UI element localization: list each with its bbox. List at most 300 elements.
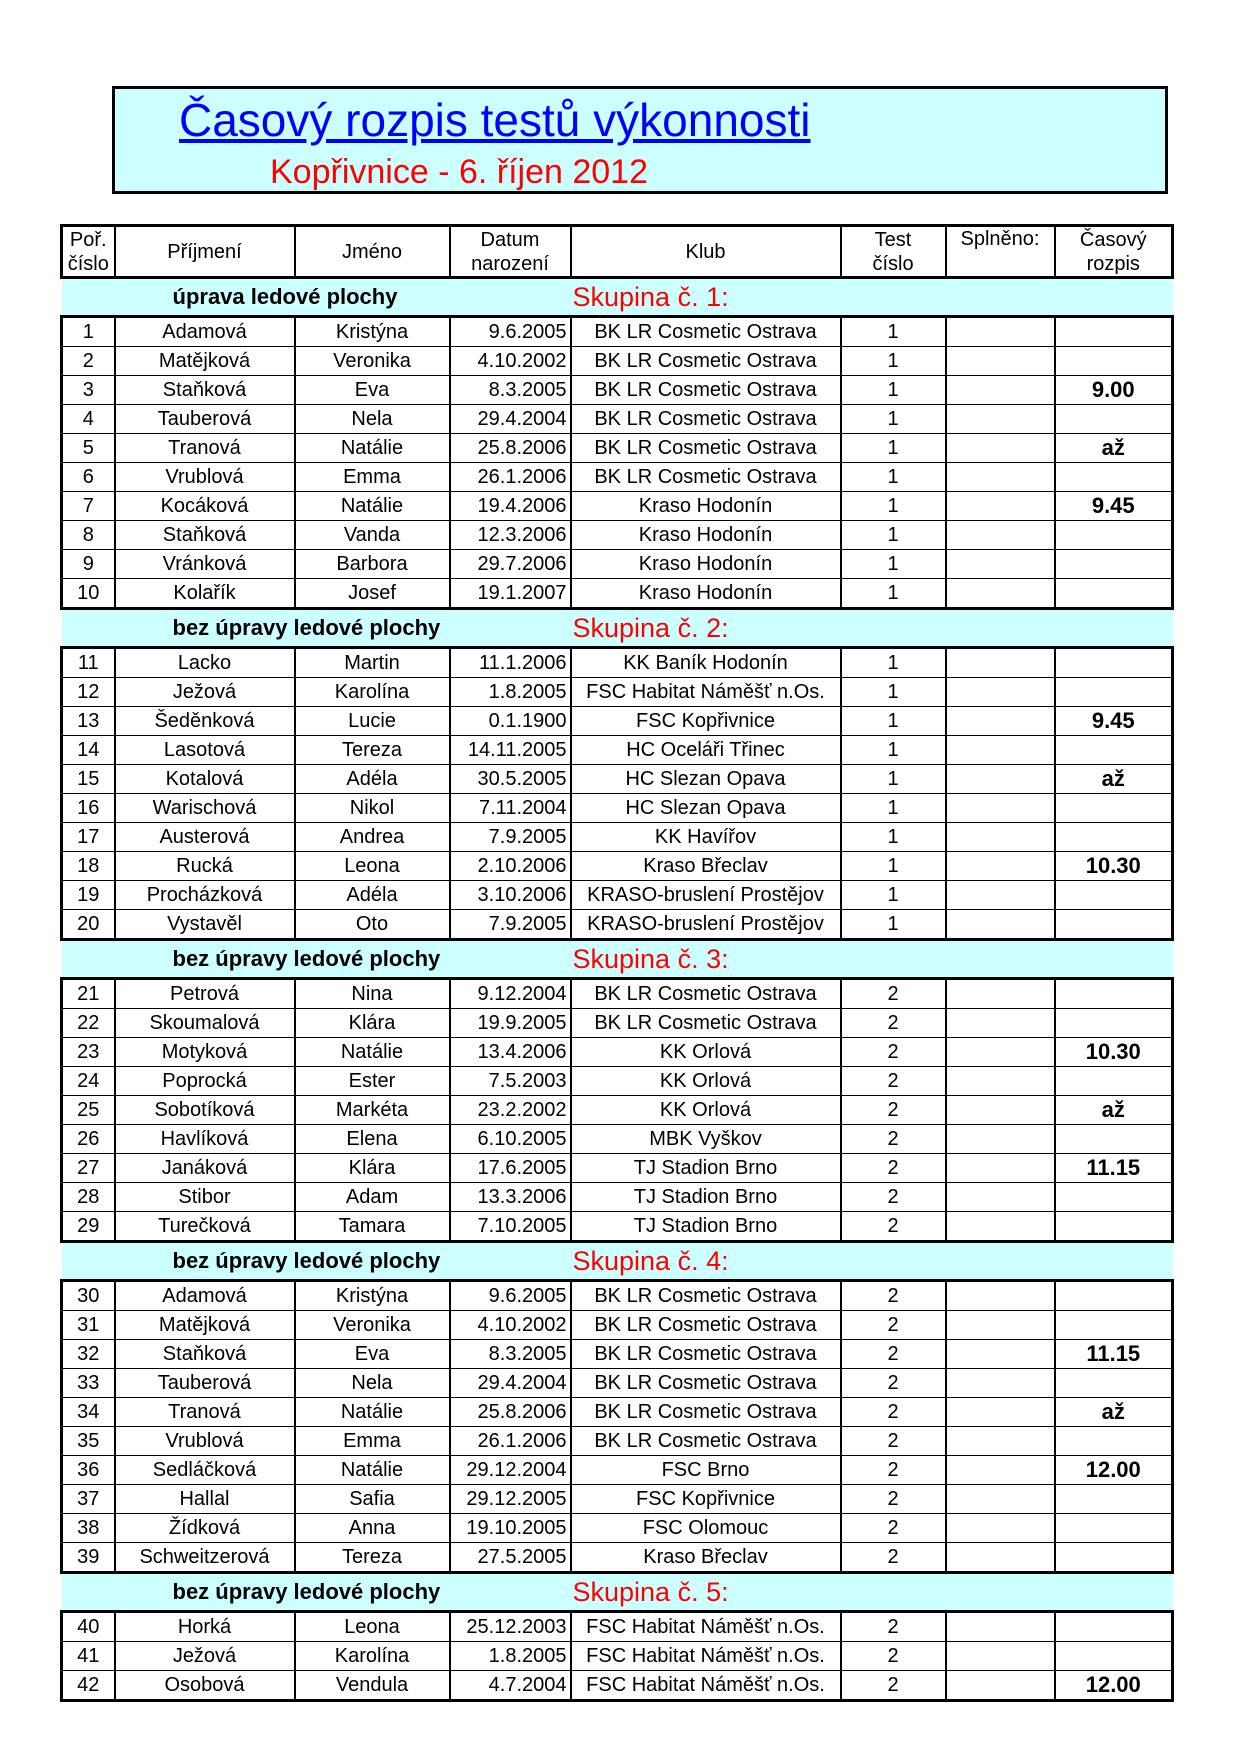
row-passed (946, 707, 1055, 736)
group-header (62, 1573, 1173, 1612)
row-surname: Janáková (115, 1154, 295, 1183)
row-schedule (1055, 579, 1173, 609)
row-schedule: 11.15 (1055, 1340, 1173, 1369)
row-surname: Vrublová (115, 1427, 295, 1456)
row-surname: Kotalová (115, 765, 295, 794)
row-passed (946, 765, 1055, 794)
row-test: 1 (841, 648, 946, 678)
table-row (62, 979, 1173, 1009)
row-firstname: Safia (295, 1485, 450, 1514)
row-order: 21 (62, 979, 115, 1009)
row-birthdate: 29.4.2004 (450, 1369, 571, 1398)
row-order: 3 (62, 376, 115, 405)
row-order: 32 (62, 1340, 115, 1369)
row-test: 1 (841, 579, 946, 609)
row-passed (946, 347, 1055, 376)
table-row (62, 1671, 1173, 1701)
table-row (62, 492, 1173, 521)
row-test: 1 (841, 736, 946, 765)
row-passed (946, 1281, 1055, 1311)
row-passed (946, 1369, 1055, 1398)
table-row (62, 317, 1173, 347)
col-header-order: Poř. číslo (62, 226, 115, 278)
row-club: FSC Habitat Náměšť n.Os. (571, 1671, 841, 1701)
row-passed (946, 550, 1055, 579)
row-test: 2 (841, 1671, 946, 1701)
row-surname: Staňková (115, 1340, 295, 1369)
row-firstname: Tereza (295, 736, 450, 765)
group-name: Skupina č. 1: (571, 278, 1173, 317)
group-header (62, 1242, 1173, 1281)
row-schedule: 9.45 (1055, 492, 1173, 521)
table-row (62, 765, 1173, 794)
row-club: FSC Habitat Náměšť n.Os. (571, 1642, 841, 1671)
row-surname: Matějková (115, 347, 295, 376)
row-birthdate: 9.6.2005 (450, 317, 571, 347)
row-birthdate: 23.2.2002 (450, 1096, 571, 1125)
row-passed (946, 492, 1055, 521)
row-test: 1 (841, 881, 946, 910)
row-passed (946, 521, 1055, 550)
table-row (62, 823, 1173, 852)
row-passed (946, 1038, 1055, 1067)
row-firstname: Vanda (295, 521, 450, 550)
row-firstname: Natálie (295, 1456, 450, 1485)
row-test: 2 (841, 1281, 946, 1311)
row-schedule (1055, 1311, 1173, 1340)
row-club: KRASO-bruslení Prostějov (571, 881, 841, 910)
row-order: 37 (62, 1485, 115, 1514)
row-order: 39 (62, 1543, 115, 1573)
table-row (62, 707, 1173, 736)
row-passed (946, 434, 1055, 463)
row-schedule: 10.30 (1055, 852, 1173, 881)
table-row (62, 1642, 1173, 1671)
row-passed (946, 823, 1055, 852)
row-surname: Skoumalová (115, 1009, 295, 1038)
row-test: 1 (841, 492, 946, 521)
row-firstname: Adéla (295, 765, 450, 794)
row-club: FSC Kopřivnice (571, 707, 841, 736)
row-passed (946, 1671, 1055, 1701)
row-surname: Horká (115, 1612, 295, 1642)
row-firstname: Nela (295, 405, 450, 434)
col-header-surname: Příjmení (115, 226, 295, 278)
row-schedule (1055, 1485, 1173, 1514)
row-club: Kraso Hodonín (571, 521, 841, 550)
row-passed (946, 1125, 1055, 1154)
group-spacer (62, 609, 115, 648)
row-birthdate: 4.10.2002 (450, 347, 571, 376)
row-test: 1 (841, 794, 946, 823)
row-schedule (1055, 1369, 1173, 1398)
row-order: 18 (62, 852, 115, 881)
row-firstname: Leona (295, 852, 450, 881)
row-order: 30 (62, 1281, 115, 1311)
table-row (62, 648, 1173, 678)
row-passed (946, 1096, 1055, 1125)
row-test: 1 (841, 852, 946, 881)
row-birthdate: 19.10.2005 (450, 1514, 571, 1543)
table-row (62, 1038, 1173, 1067)
row-test: 1 (841, 347, 946, 376)
row-test: 2 (841, 1485, 946, 1514)
table-row (62, 434, 1173, 463)
row-passed (946, 648, 1055, 678)
row-passed (946, 579, 1055, 609)
table-row (62, 1212, 1173, 1242)
row-order: 29 (62, 1212, 115, 1242)
row-order: 34 (62, 1398, 115, 1427)
table-row (62, 376, 1173, 405)
row-order: 15 (62, 765, 115, 794)
row-birthdate: 12.3.2006 (450, 521, 571, 550)
row-schedule: 10.30 (1055, 1038, 1173, 1067)
row-firstname: Adam (295, 1183, 450, 1212)
row-surname: Austerová (115, 823, 295, 852)
row-surname: Havlíková (115, 1125, 295, 1154)
schedule-table (60, 224, 1174, 1702)
row-firstname: Veronika (295, 1311, 450, 1340)
row-order: 14 (62, 736, 115, 765)
row-schedule (1055, 910, 1173, 940)
table-row (62, 463, 1173, 492)
group-spacer (62, 940, 115, 979)
row-surname: Šeděnková (115, 707, 295, 736)
row-club: TJ Stadion Brno (571, 1212, 841, 1242)
row-order: 23 (62, 1038, 115, 1067)
row-surname: Vránková (115, 550, 295, 579)
row-surname: Staňková (115, 376, 295, 405)
schedule-body (62, 226, 1173, 1701)
row-test: 2 (841, 1154, 946, 1183)
row-surname: Matějková (115, 1311, 295, 1340)
row-order: 33 (62, 1369, 115, 1398)
row-surname: Motyková (115, 1038, 295, 1067)
row-firstname: Emma (295, 463, 450, 492)
row-order: 25 (62, 1096, 115, 1125)
row-schedule (1055, 521, 1173, 550)
row-passed (946, 678, 1055, 707)
row-schedule: 9.00 (1055, 376, 1173, 405)
row-firstname: Elena (295, 1125, 450, 1154)
table-row (62, 1183, 1173, 1212)
row-birthdate: 17.6.2005 (450, 1154, 571, 1183)
row-birthdate: 19.9.2005 (450, 1009, 571, 1038)
row-test: 1 (841, 405, 946, 434)
row-passed (946, 1212, 1055, 1242)
row-order: 8 (62, 521, 115, 550)
table-row (62, 1612, 1173, 1642)
row-order: 12 (62, 678, 115, 707)
row-test: 2 (841, 1543, 946, 1573)
table-row (62, 1009, 1173, 1038)
row-passed (946, 1543, 1055, 1573)
row-firstname: Martin (295, 648, 450, 678)
table-row (62, 881, 1173, 910)
table-row (62, 550, 1173, 579)
row-test: 2 (841, 1038, 946, 1067)
row-birthdate: 0.1.1900 (450, 707, 571, 736)
row-schedule (1055, 1009, 1173, 1038)
group-description: bez úpravy ledové plochy (115, 609, 571, 648)
row-firstname: Natálie (295, 1398, 450, 1427)
row-order: 26 (62, 1125, 115, 1154)
row-test: 1 (841, 678, 946, 707)
row-firstname: Nela (295, 1369, 450, 1398)
row-firstname: Ester (295, 1067, 450, 1096)
row-firstname: Kristýna (295, 1281, 450, 1311)
table-row (62, 910, 1173, 940)
row-schedule: 9.45 (1055, 707, 1173, 736)
row-test: 2 (841, 1514, 946, 1543)
row-schedule: 12.00 (1055, 1671, 1173, 1701)
row-birthdate: 13.3.2006 (450, 1183, 571, 1212)
row-club: MBK Vyškov (571, 1125, 841, 1154)
row-test: 2 (841, 979, 946, 1009)
row-test: 1 (841, 521, 946, 550)
row-firstname: Emma (295, 1427, 450, 1456)
row-birthdate: 7.5.2003 (450, 1067, 571, 1096)
row-birthdate: 7.9.2005 (450, 910, 571, 940)
table-row (62, 852, 1173, 881)
table-row (62, 405, 1173, 434)
row-schedule: až (1055, 434, 1173, 463)
row-schedule (1055, 648, 1173, 678)
row-firstname: Adéla (295, 881, 450, 910)
row-birthdate: 27.5.2005 (450, 1543, 571, 1573)
row-order: 10 (62, 579, 115, 609)
table-row (62, 1311, 1173, 1340)
col-header-club: Klub (571, 226, 841, 278)
row-passed (946, 979, 1055, 1009)
row-birthdate: 4.7.2004 (450, 1671, 571, 1701)
row-club: BK LR Cosmetic Ostrava (571, 405, 841, 434)
row-schedule (1055, 823, 1173, 852)
row-surname: Vrublová (115, 463, 295, 492)
row-passed (946, 376, 1055, 405)
table-row (62, 736, 1173, 765)
row-schedule: 11.15 (1055, 1154, 1173, 1183)
row-order: 31 (62, 1311, 115, 1340)
row-passed (946, 1183, 1055, 1212)
row-order: 28 (62, 1183, 115, 1212)
row-birthdate: 26.1.2006 (450, 1427, 571, 1456)
row-club: BK LR Cosmetic Ostrava (571, 1281, 841, 1311)
row-surname: Vystavěl (115, 910, 295, 940)
row-schedule (1055, 317, 1173, 347)
row-schedule: až (1055, 1398, 1173, 1427)
row-order: 5 (62, 434, 115, 463)
row-test: 2 (841, 1009, 946, 1038)
group-header (62, 278, 1173, 317)
row-surname: Tranová (115, 434, 295, 463)
row-firstname: Eva (295, 376, 450, 405)
row-firstname: Kristýna (295, 317, 450, 347)
row-firstname: Oto (295, 910, 450, 940)
row-order: 2 (62, 347, 115, 376)
table-row (62, 579, 1173, 609)
row-club: BK LR Cosmetic Ostrava (571, 1009, 841, 1038)
row-club: HC Slezan Opava (571, 794, 841, 823)
row-order: 40 (62, 1612, 115, 1642)
row-passed (946, 794, 1055, 823)
row-firstname: Klára (295, 1154, 450, 1183)
row-birthdate: 29.7.2006 (450, 550, 571, 579)
group-description: bez úpravy ledové plochy (115, 1242, 571, 1281)
row-order: 19 (62, 881, 115, 910)
page-subtitle: Kopřivnice - 6. říjen 2012 (270, 153, 648, 191)
table-row (62, 678, 1173, 707)
row-firstname: Natálie (295, 492, 450, 521)
row-schedule (1055, 881, 1173, 910)
table-row (62, 1125, 1173, 1154)
group-name: Skupina č. 5: (571, 1573, 1173, 1612)
row-passed (946, 1514, 1055, 1543)
row-schedule (1055, 1427, 1173, 1456)
row-club: BK LR Cosmetic Ostrava (571, 434, 841, 463)
row-firstname: Tamara (295, 1212, 450, 1242)
row-test: 2 (841, 1311, 946, 1340)
row-test: 2 (841, 1398, 946, 1427)
row-birthdate: 30.5.2005 (450, 765, 571, 794)
row-club: HC Oceláři Třinec (571, 736, 841, 765)
row-test: 1 (841, 463, 946, 492)
row-firstname: Natálie (295, 434, 450, 463)
row-firstname: Tereza (295, 1543, 450, 1573)
row-surname: Lasotová (115, 736, 295, 765)
table-row (62, 1543, 1173, 1573)
row-schedule (1055, 1642, 1173, 1671)
row-club: BK LR Cosmetic Ostrava (571, 463, 841, 492)
row-schedule (1055, 1612, 1173, 1642)
row-firstname: Klára (295, 1009, 450, 1038)
table-row (62, 1369, 1173, 1398)
row-surname: Sedláčková (115, 1456, 295, 1485)
row-test: 2 (841, 1067, 946, 1096)
row-firstname: Andrea (295, 823, 450, 852)
row-club: BK LR Cosmetic Ostrava (571, 979, 841, 1009)
row-firstname: Nina (295, 979, 450, 1009)
table-row (62, 1427, 1173, 1456)
row-surname: Stibor (115, 1183, 295, 1212)
title-box (112, 86, 1168, 194)
row-passed (946, 1456, 1055, 1485)
row-firstname: Karolína (295, 1642, 450, 1671)
row-passed (946, 1340, 1055, 1369)
row-order: 17 (62, 823, 115, 852)
row-order: 7 (62, 492, 115, 521)
table-row (62, 1067, 1173, 1096)
row-club: KK Orlová (571, 1096, 841, 1125)
row-club: KRASO-bruslení Prostějov (571, 910, 841, 940)
row-birthdate: 29.12.2005 (450, 1485, 571, 1514)
row-order: 20 (62, 910, 115, 940)
table-row (62, 1281, 1173, 1311)
row-firstname: Lucie (295, 707, 450, 736)
group-name: Skupina č. 4: (571, 1242, 1173, 1281)
row-surname: Tranová (115, 1398, 295, 1427)
row-surname: Procházková (115, 881, 295, 910)
row-surname: Ježová (115, 1642, 295, 1671)
row-test: 2 (841, 1612, 946, 1642)
group-spacer (62, 1242, 115, 1281)
row-surname: Kolařík (115, 579, 295, 609)
row-club: Kraso Břeclav (571, 852, 841, 881)
row-club: FSC Brno (571, 1456, 841, 1485)
row-test: 1 (841, 765, 946, 794)
group-description: úprava ledové plochy (115, 278, 571, 317)
row-surname: Ježová (115, 678, 295, 707)
row-firstname: Natálie (295, 1038, 450, 1067)
row-surname: Petrová (115, 979, 295, 1009)
group-header (62, 940, 1173, 979)
row-test: 2 (841, 1642, 946, 1671)
row-club: Kraso Břeclav (571, 1543, 841, 1573)
table-row (62, 1485, 1173, 1514)
table-row (62, 1398, 1173, 1427)
row-birthdate: 14.11.2005 (450, 736, 571, 765)
row-club: BK LR Cosmetic Ostrava (571, 1311, 841, 1340)
row-surname: Adamová (115, 1281, 295, 1311)
row-club: KK Baník Hodonín (571, 648, 841, 678)
row-club: TJ Stadion Brno (571, 1154, 841, 1183)
row-birthdate: 13.4.2006 (450, 1038, 571, 1067)
table-row (62, 1514, 1173, 1543)
table-row (62, 1456, 1173, 1485)
row-passed (946, 405, 1055, 434)
row-surname: Tauberová (115, 1369, 295, 1398)
row-surname: Osobová (115, 1671, 295, 1701)
table-row (62, 521, 1173, 550)
row-birthdate: 7.10.2005 (450, 1212, 571, 1242)
row-club: KK Havířov (571, 823, 841, 852)
row-birthdate: 29.4.2004 (450, 405, 571, 434)
row-birthdate: 3.10.2006 (450, 881, 571, 910)
row-birthdate: 1.8.2005 (450, 1642, 571, 1671)
row-passed (946, 1398, 1055, 1427)
col-header-passed: Splněno: (946, 226, 1055, 278)
row-test: 1 (841, 823, 946, 852)
row-birthdate: 8.3.2005 (450, 1340, 571, 1369)
row-club: BK LR Cosmetic Ostrava (571, 1427, 841, 1456)
row-birthdate: 4.10.2002 (450, 1311, 571, 1340)
row-schedule (1055, 1514, 1173, 1543)
group-header (62, 609, 1173, 648)
row-passed (946, 910, 1055, 940)
col-header-schedule: Časový rozpis (1055, 226, 1173, 278)
row-club: FSC Habitat Náměšť n.Os. (571, 1612, 841, 1642)
row-order: 9 (62, 550, 115, 579)
row-schedule (1055, 1281, 1173, 1311)
row-order: 1 (62, 317, 115, 347)
row-test: 1 (841, 434, 946, 463)
row-passed (946, 1311, 1055, 1340)
row-order: 36 (62, 1456, 115, 1485)
row-club: FSC Olomouc (571, 1514, 841, 1543)
row-schedule (1055, 463, 1173, 492)
row-birthdate: 2.10.2006 (450, 852, 571, 881)
row-schedule (1055, 1543, 1173, 1573)
row-test: 1 (841, 376, 946, 405)
row-schedule (1055, 347, 1173, 376)
row-birthdate: 11.1.2006 (450, 648, 571, 678)
row-passed (946, 1427, 1055, 1456)
row-firstname: Vendula (295, 1671, 450, 1701)
row-test: 2 (841, 1212, 946, 1242)
row-passed (946, 881, 1055, 910)
row-surname: Kocáková (115, 492, 295, 521)
